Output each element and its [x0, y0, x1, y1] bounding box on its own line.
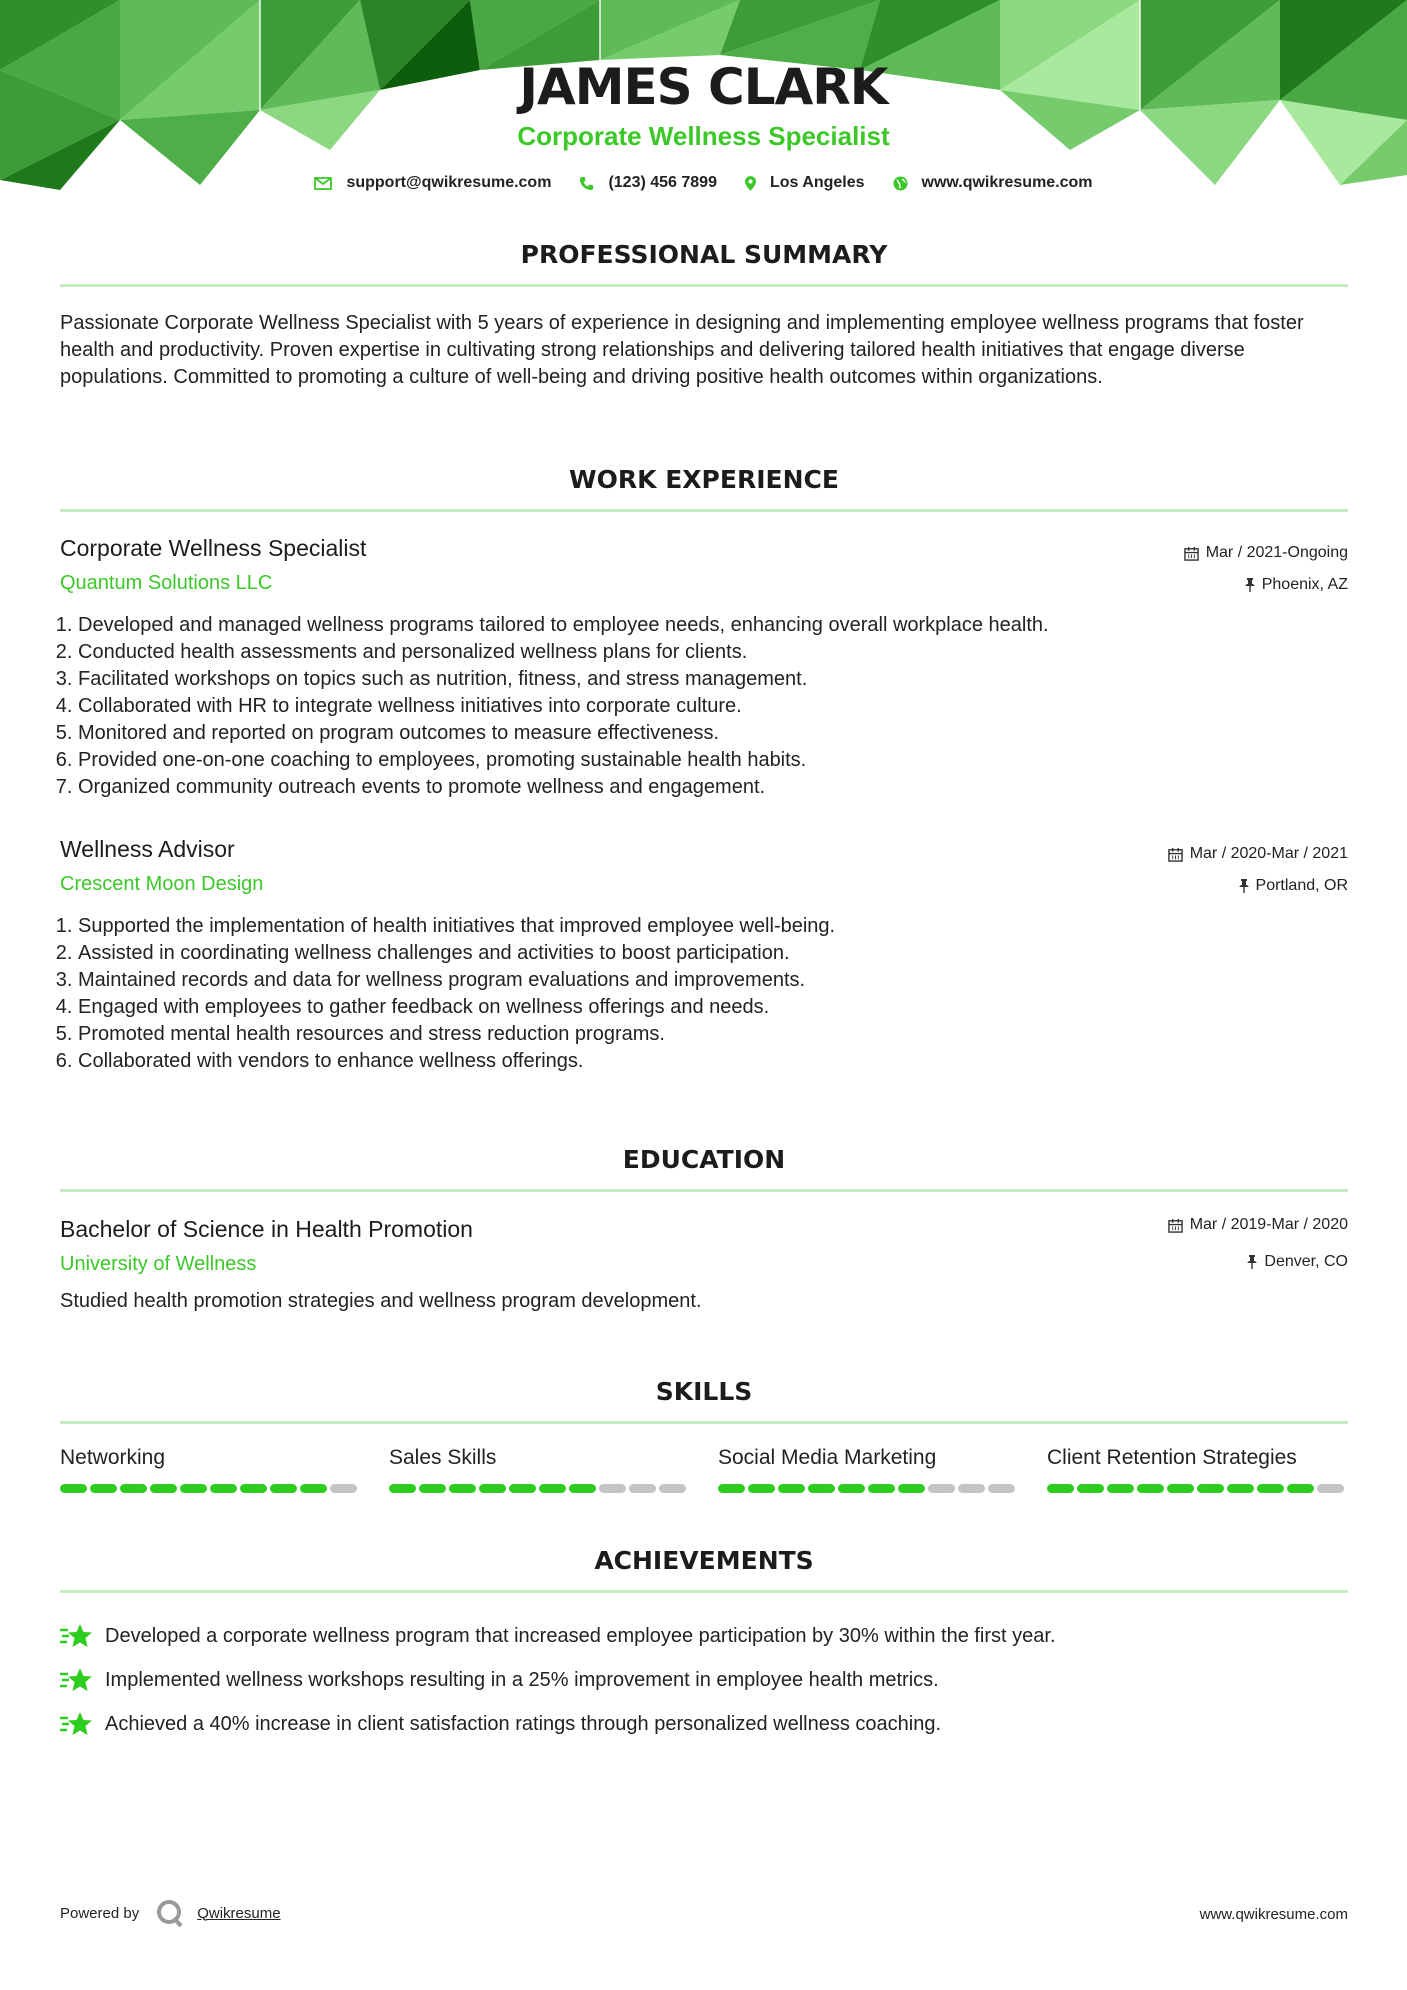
job-title: Corporate Wellness Specialist: [60, 535, 367, 561]
skill-segment-filled: [300, 1484, 327, 1493]
list-item: 4. Collaborated with HR to integrate wellness initiatives into corporate culture.: [78, 693, 1348, 720]
education-degree: Bachelor of Science in Health Promotion: [60, 1216, 473, 1242]
section-title-experience: WORK EXPERIENCE: [569, 465, 839, 494]
skill-segment-filled: [60, 1484, 87, 1493]
achievement-item: [60, 1702, 1350, 1746]
skill-segment-empty: [1317, 1484, 1344, 1493]
skill-segment-filled: [509, 1484, 536, 1493]
qwikresume-link[interactable]: Qwikresume: [197, 1904, 281, 1922]
list-item: 3. Maintained records and data for wellness program evaluations and improvements.: [78, 967, 1348, 994]
list-item: 3. Facilitated workshops on topics such as nutrition, fitness, and stress management.: [78, 666, 1348, 693]
skill-level-bar: [60, 1484, 360, 1493]
job-bullets: [54, 913, 1348, 1075]
list-item: 2. Assisted in coordinating wellness challenges and activities to boost participation.: [78, 940, 1348, 967]
skill-segment-filled: [210, 1484, 237, 1493]
skill-segment-filled: [419, 1484, 446, 1493]
skill-segment-filled: [1227, 1484, 1254, 1493]
candidate-name: JAMES CLARK: [519, 58, 888, 116]
section-title-skills: SKILLS: [655, 1377, 753, 1406]
summary-text: Passionate Corporate Wellness Specialist with 5 years of experience in designing and implementing employee wellness programs that foster health and productivity. Proven expertise in cultivating strong relationships and delivering tailored health initiatives that engage diverse populations. Committed to promoting a culture of well-being and driving positive health outcomes within organizations.: [60, 312, 1304, 388]
calendar-icon: [1184, 546, 1199, 561]
achievement-text: Achieved a 40% increase in client satisfaction ratings through personalized wellness coaching.: [105, 1712, 942, 1735]
education-location: [1247, 1253, 1348, 1271]
skill-segment-filled: [898, 1484, 925, 1493]
skill-segment-filled: [808, 1484, 835, 1493]
skill-name: Sales Skills: [389, 1446, 497, 1469]
map-pin-icon: [745, 176, 756, 191]
skill-segment-filled: [778, 1484, 805, 1493]
job-location-text: Portland, OR: [1255, 877, 1348, 894]
list-item: 7. Organized community outreach events to promote wellness and engagement.: [78, 774, 1348, 801]
skill-segment-filled: [389, 1484, 416, 1493]
phone-icon: [579, 176, 594, 191]
skill-name: Client Retention Strategies: [1047, 1446, 1297, 1469]
skill-segment-empty: [928, 1484, 955, 1493]
list-item: 1. Supported the implementation of health initiatives that improved employee well-being.: [78, 913, 1348, 940]
candidate-title: Corporate Wellness Specialist: [517, 121, 890, 151]
skill-name: Networking: [60, 1446, 166, 1469]
job-company: Crescent Moon Design: [60, 873, 264, 895]
job-bullets: [54, 612, 1348, 801]
skill-segment-empty: [988, 1484, 1015, 1493]
skill-segment-filled: [718, 1484, 745, 1493]
skill-segment-filled: [1077, 1484, 1104, 1493]
skills-list: [60, 1446, 1348, 1493]
skill-segment-empty: [958, 1484, 985, 1493]
list-item: 5. Promoted mental health resources and stress reduction programs.: [78, 1021, 1348, 1048]
skill-segment-filled: [569, 1484, 596, 1493]
globe-icon: [893, 176, 908, 191]
list-item: 6. Collaborated with vendors to enhance wellness offerings.: [78, 1048, 1348, 1075]
list-item: 1. Developed and managed wellness programs tailored to employee needs, enhancing overall workplace health.: [78, 612, 1348, 639]
contact-phone[interactable]: [579, 174, 717, 192]
list-item: 5. Monitored and reported on program outcomes to measure effectiveness.: [78, 720, 1348, 747]
section-title-education: EDUCATION: [622, 1145, 786, 1174]
skill-segment-filled: [539, 1484, 566, 1493]
skill-segment-empty: [599, 1484, 626, 1493]
star-icon: [60, 1710, 93, 1738]
skill-segment-filled: [1197, 1484, 1224, 1493]
email-text: support@qwikresume.com: [346, 174, 552, 191]
education-school: University of Wellness: [60, 1253, 257, 1275]
skill-segment-filled: [240, 1484, 267, 1493]
pushpin-icon: [1239, 879, 1249, 893]
skill-item: [389, 1446, 689, 1493]
achievement-item: [60, 1658, 1350, 1702]
skill-segment-filled: [90, 1484, 117, 1493]
calendar-icon: [1168, 1218, 1183, 1233]
education-date-text: Mar / 2019-Mar / 2020: [1189, 1216, 1348, 1233]
pushpin-icon: [1245, 578, 1255, 592]
section-divider: [60, 1590, 1348, 1593]
skill-item: [60, 1446, 360, 1493]
job-title: Wellness Advisor: [60, 836, 235, 862]
skill-segment-filled: [1137, 1484, 1164, 1493]
job-company: Quantum Solutions LLC: [60, 572, 273, 594]
envelope-icon: [314, 177, 332, 190]
section-divider: [60, 509, 1348, 512]
education-date: [1168, 1216, 1348, 1234]
skill-segment-filled: [1047, 1484, 1074, 1493]
job-date: [1184, 544, 1348, 562]
skill-segment-empty: [629, 1484, 656, 1493]
skill-segment-filled: [1107, 1484, 1134, 1493]
skill-item: [1047, 1446, 1347, 1493]
skill-level-bar: [718, 1484, 1018, 1493]
skill-item: [718, 1446, 1018, 1493]
list-item: 4. Engaged with employees to gather feedback on wellness offerings and needs.: [78, 994, 1348, 1021]
education-location-text: Denver, CO: [1264, 1253, 1348, 1270]
location-text: Los Angeles: [769, 174, 865, 191]
job-location: [1245, 576, 1348, 594]
education-description: Studied health promotion strategies and wellness program development.: [60, 1290, 702, 1312]
achievement-text: Implemented wellness workshops resulting in a 25% improvement in employee health metrics.: [105, 1668, 939, 1691]
section-title-achievements: ACHIEVEMENTS: [594, 1546, 814, 1575]
achievements-list: [60, 1614, 1350, 1746]
contact-row: [0, 174, 1407, 192]
section-divider: [60, 1189, 1348, 1192]
skill-level-bar: [389, 1484, 689, 1493]
footer-powered-by: [60, 1898, 281, 1928]
contact-email[interactable]: [314, 174, 551, 192]
star-icon: [60, 1666, 93, 1694]
skill-segment-empty: [330, 1484, 357, 1493]
achievement-item: [60, 1614, 1350, 1658]
footer-website[interactable]: www.qwikresume.com: [1199, 1906, 1348, 1923]
star-icon: [60, 1622, 93, 1650]
skill-segment-filled: [1287, 1484, 1314, 1493]
section-divider: [60, 1421, 1348, 1424]
skill-segment-filled: [120, 1484, 147, 1493]
skill-segment-filled: [748, 1484, 775, 1493]
pushpin-icon: [1247, 1255, 1257, 1269]
skill-name: Social Media Marketing: [718, 1446, 937, 1469]
powered-by-label: Powered by: [60, 1904, 140, 1922]
contact-location: [745, 174, 865, 192]
job-date-text: Mar / 2021-Ongoing: [1205, 544, 1348, 561]
skill-segment-filled: [1257, 1484, 1284, 1493]
qwikresume-logo-icon: [155, 1898, 185, 1928]
section-divider: [60, 284, 1348, 287]
job-location: [1239, 877, 1348, 895]
job-date-text: Mar / 2020-Mar / 2021: [1189, 845, 1348, 862]
skill-segment-filled: [479, 1484, 506, 1493]
skill-segment-empty: [659, 1484, 686, 1493]
list-item: 2. Conducted health assessments and personalized wellness plans for clients.: [78, 639, 1348, 666]
skill-segment-filled: [838, 1484, 865, 1493]
skill-segment-filled: [180, 1484, 207, 1493]
skill-segment-filled: [150, 1484, 177, 1493]
skill-segment-filled: [868, 1484, 895, 1493]
website-text: www.qwikresume.com: [921, 174, 1093, 191]
calendar-icon: [1168, 847, 1183, 862]
job-date: [1168, 845, 1348, 863]
job-location-text: Phoenix, AZ: [1261, 576, 1348, 593]
skill-level-bar: [1047, 1484, 1347, 1493]
skill-segment-filled: [1167, 1484, 1194, 1493]
phone-text: (123) 456 7899: [608, 174, 717, 191]
skill-segment-filled: [449, 1484, 476, 1493]
section-title-summary: PROFESSIONAL SUMMARY: [520, 240, 888, 269]
achievement-text: Developed a corporate wellness program that increased employee participation by 30% within the first year.: [105, 1624, 1056, 1647]
skill-segment-filled: [270, 1484, 297, 1493]
contact-website[interactable]: [893, 174, 1093, 192]
list-item: 6. Provided one-on-one coaching to employees, promoting sustainable health habits.: [78, 747, 1348, 774]
